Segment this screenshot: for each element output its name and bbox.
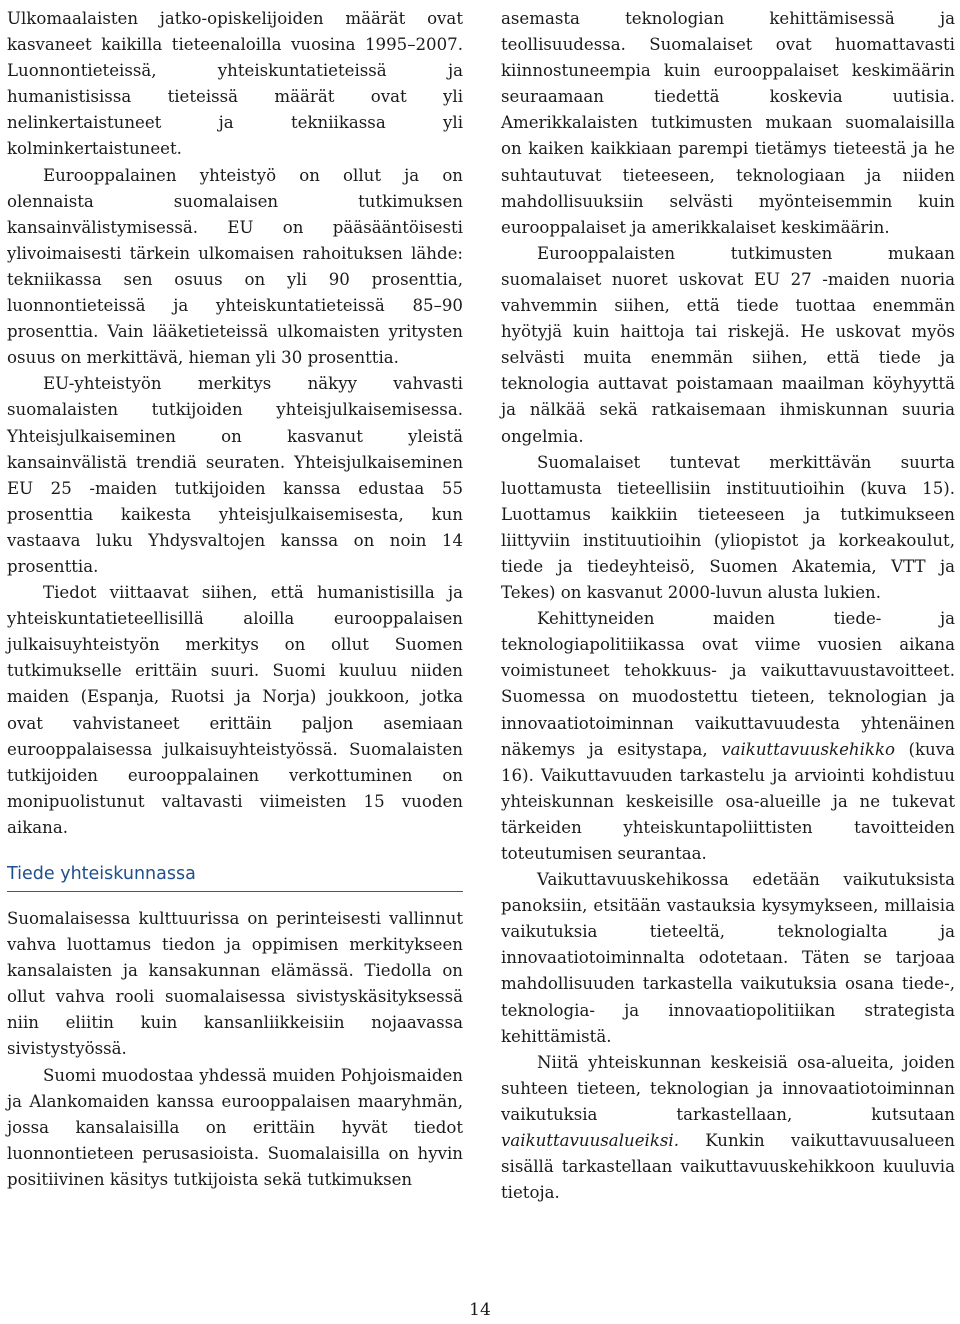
- text-run: Kunkin vaikuttavuusalueen sisällä tarkastellaan vaikuttavuuskehikkoon kuuluvia tietoja.: [501, 1131, 955, 1203]
- paragraph: Suomalaisessa kulttuurissa on perinteisesti vallinnut vahva luottamus tiedon ja oppimisen merkitykseen kansalaisten ja kansakunnan elämässä. Tiedolla on ollut vahva rooli suomalaisessa sivistyskäsityksessä niin eliitin kuin kansanliikkeisiin nojaavassa sivistystyössä.: [7, 909, 463, 1059]
- paragraph: [501, 1050, 955, 1207]
- paragraph: asemasta teknologian kehittämisessä ja teollisuudessa. Suomalaiset ovat huomattavasti kiinnostuneempia kuin eurooppalaiset keskimäärin seuraamaan tiedettä koskevia uutisia. Amerikkalaisten tutkimusten mukaan suomalaisilla on kaiken kaikkiaan parempi tietämys tieteestä ja he suhtautuvat tieteeseen, teknologiaan ja niiden mahdollisuuksiin selvästi myönteisemmin kuin eurooppalaiset ja amerikkalaiset keskimäärin.: [501, 9, 955, 237]
- paragraph: Vaikuttavuuskehikossa edetään vaikutuksista panoksiin, etsitään vastauksia kysymykseen, millaisia vaikutuksia tieteeltä, teknologialta ja innovaatiotoiminnalta odotetaan. Täten se tarjoaa mahdollisuuden tarkastella vaikutuksia osana tiede-, teknologia- ja innovaatiopolitiikan strategista kehittämistä.: [501, 870, 955, 1046]
- paragraph: [501, 606, 955, 867]
- paragraph: Suomi muodostaa yhdessä muiden Pohjoismaiden ja Alankomaiden kanssa eurooppalaisen maaryhmän, jossa kansalaisilla on erittäin hyvät tiedot luonnontieteen perusasioista. Suomalaisilla on hyvin positiivinen käsitys tutkijoista sekä tutkimuksen: [7, 1065, 463, 1189]
- emphasized-term: vaikuttavuusalueiksi.: [501, 1131, 679, 1151]
- paragraph: Ulkomaalaisten jatko-opiskelijoiden määrät ovat kasvaneet kaikilla tieteenaloilla vuosina 1995–2007. Luonnontieteissä, yhteiskuntatieteissä ja humanistisissa tieteissä määrät ovat yli nelinkertaistuneet ja tekniikassa yli kolminkertaistuneet.: [7, 9, 463, 159]
- paragraph: Suomalaiset tuntevat merkittävän suurta luottamusta tieteellisiin instituutioihin (kuva 15). Luottamus kaikkiin tieteeseen ja tutkimukseen liittyviin instituutioihin (yliopistot ja korkeakoulut, tiede ja tiedeyhteisö, Suomen Akatemia, VTT ja Tekes) on kasvanut 2000-luvun alusta lukien.: [501, 452, 955, 603]
- section-heading: Tiede yhteiskunnassa: [7, 861, 463, 892]
- paragraph: EU-yhteistyön merkitys näkyy vahvasti suomalaisten tutkijoiden yhteisjulkaisemisessa. Yhteisjulkaiseminen on kasvanut yleistä kansainvälistä trendiä seuraten. Yhteisjulkaiseminen EU 25 -maiden tutkijoiden kanssa edustaa 55 prosenttia kaikesta yhteisjulkaisemisesta, kun vastaava luku Yhdysvaltojen kanssa on noin 14 prosenttia.: [7, 374, 463, 576]
- page-number: 14: [469, 1300, 491, 1320]
- text-run: (kuva 16). Vaikuttavuuden tarkastelu ja arviointi kohdistuu yhteiskunnan keskeisille osa-alueille ja ne tukevat tärkeiden yhteiskuntapoliittisten tavoitteiden toteutumisen seurantaa.: [501, 739, 955, 863]
- left-column: [7, 6, 463, 1193]
- paragraph: Eurooppalainen yhteistyö on ollut ja on olennaista suomalaisen tutkimuksen kansainvälistymisessä. EU on pääsääntöisesti ylivoimaisesti tärkein ulkomaisen rahoituksen lähde: tekniikassa sen osuus on yli 90 prosenttia, luonnontieteissä ja yhteiskuntatieteissä 85–90 prosenttia. Vain lääketieteissä ulkomaisten yritysten osuus on merkittävä, hieman yli 30 prosenttia.: [7, 165, 463, 368]
- text-run: Kehittyneiden maiden tiede- ja teknologiapolitiikassa ovat viime vuosien aikana voimistuneet tehokkuus- ja vaikuttavuustavoitteet. Suomessa on muodostettu tieteen, teknologian ja innovaatiotoiminnan vaikuttavuudesta yhtenäinen näkemys ja esitystapa,: [501, 609, 955, 759]
- text-run: Niitä yhteiskunnan keskeisiä osa-alueita, joiden suhteen tieteen, teknologian ja innovaatiotoiminnan vaikutuksia tarkastellaan, kutsutaan: [501, 1052, 955, 1124]
- paragraph: Eurooppalaisten tutkimusten mukaan suomalaiset nuoret uskovat EU 27 -maiden nuoria vahvemmin siihen, että tiede tuottaa enemmän hyötyjä kuin haittoja tai riskejä. He uskovat myös selvästi muita enemmän siihen, että tiede ja teknologia auttavat poistamaan maailman köyhyyttä ja nälkää sekä ratkaisemaan ihmiskunnan suuria ongelmia.: [501, 243, 955, 446]
- right-column: [501, 6, 955, 1206]
- emphasized-term: vaikuttavuuskehikko: [721, 739, 895, 759]
- paragraph: Tiedot viittaavat siihen, että humanistisilla ja yhteiskuntatieteellisillä aloilla eurooppalaisen julkaisuyhteistyön merkitys on ollut Suomen tutkimukselle erittäin suuri. Suomi kuuluu niiden maiden (Espanja, Ruotsi ja Norja) joukkoon, jotka ovat vahvistaneet erittäin paljon asemiaan eurooppalaisessa julkaisuyhteistyössä. Suomalaisten tutkijoiden eurooppalainen verkottuminen on monipuolistunut valtavasti viimeisten 15 vuoden aikana.: [7, 583, 463, 837]
